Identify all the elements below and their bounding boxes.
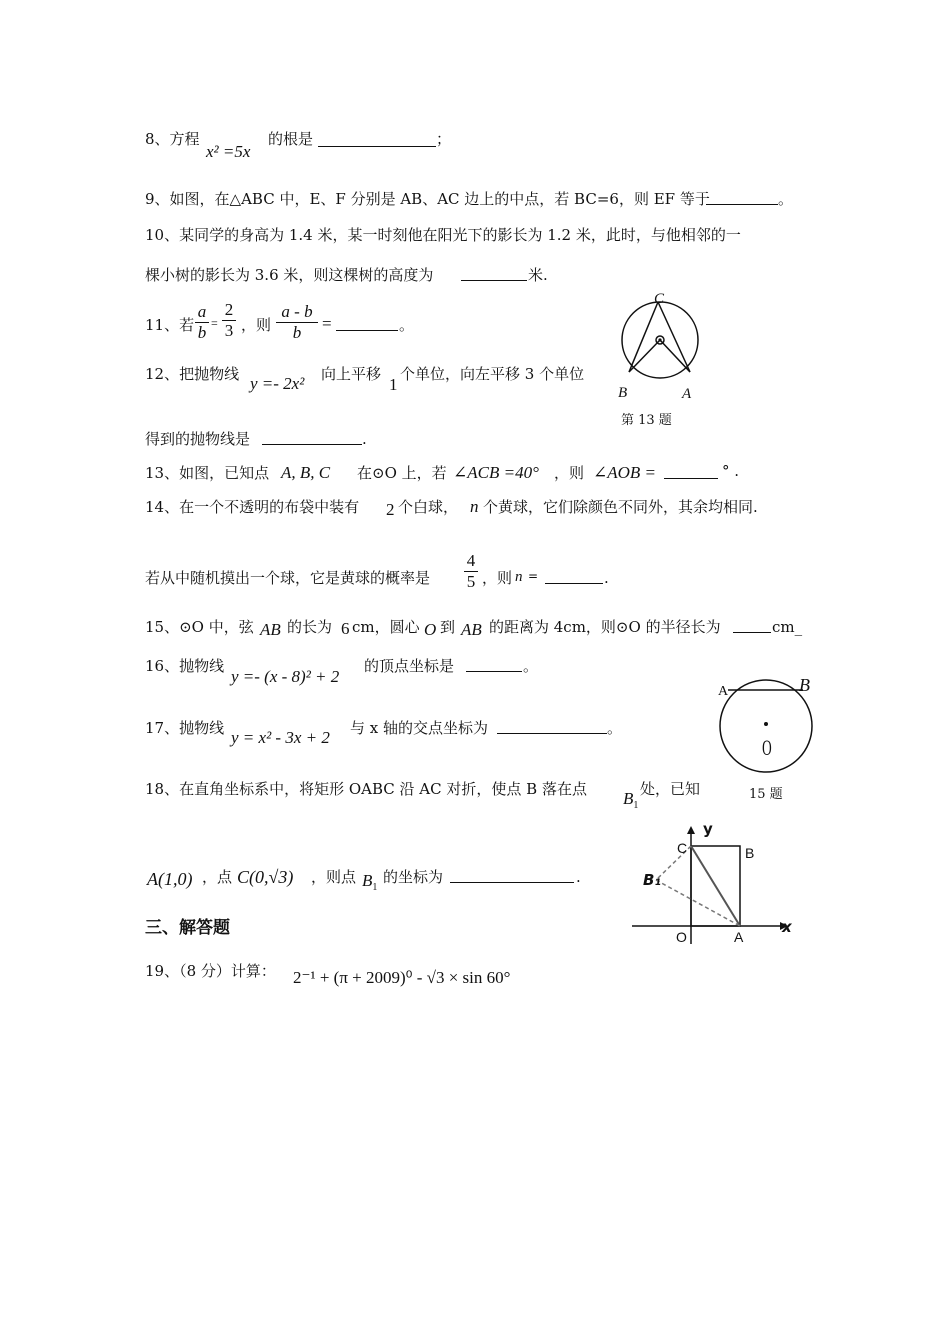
q11-label: 11、若 xyxy=(145,316,195,334)
q13-angle-acb: ∠ACB =40° xyxy=(453,463,539,482)
q14-line2b: ，则 xyxy=(482,569,513,587)
q8-label: 8、方程 xyxy=(145,130,200,148)
q15-end: cm_ xyxy=(772,618,803,636)
fig18-label-b1: B₁ xyxy=(643,871,662,889)
fig18-label-o: O xyxy=(676,929,687,945)
q9-end: 。 xyxy=(778,190,794,208)
q15-c: cm，圆心 xyxy=(352,618,420,636)
q12-mid: 向上平移 xyxy=(321,365,382,383)
q14-answer-blank[interactable] xyxy=(545,569,603,584)
q14-eq: = xyxy=(528,569,539,583)
q15-d: 到 xyxy=(440,618,456,636)
q14-fraction-4-5: $\frac{4}{5}$ xyxy=(464,551,478,592)
q18-mid2: ，则点 xyxy=(311,868,357,886)
q13-mid2: ，则 xyxy=(554,464,585,482)
q8-equation: x² =5x xyxy=(206,142,251,161)
q12-end: . xyxy=(362,430,367,448)
q19-expression: 2⁻¹ + (π + 2009)⁰ - √3 × sin 60° xyxy=(293,968,511,987)
q18-line1b: 处，已知 xyxy=(640,780,701,798)
q18-mid: ，点 xyxy=(202,868,233,886)
q13-angle-aob: ∠AOB = xyxy=(593,463,657,482)
q11-tail: 。 xyxy=(399,316,415,334)
q11-equals: = xyxy=(211,316,218,330)
q18-tail: 的坐标为 xyxy=(383,868,444,886)
q18-b1: $B_1$ xyxy=(623,789,639,811)
q8-end: ； xyxy=(436,130,452,148)
fig15-label-b: B xyxy=(799,675,810,695)
q14-line1a: 14、在一个不透明的布袋中装有 xyxy=(145,498,360,516)
fig13-label-c: C xyxy=(654,291,665,307)
q19-label: 19、（8 分）计算： xyxy=(145,962,276,980)
q16-end: 。 xyxy=(523,657,539,675)
q11-comma: ，则 xyxy=(241,316,272,334)
q12-one: 1 xyxy=(389,375,398,394)
q9-answer-blank[interactable] xyxy=(706,190,778,205)
q18-answer-blank[interactable] xyxy=(450,868,574,883)
fig13-label-b: B xyxy=(618,385,628,401)
q12-label: 12、把抛物线 xyxy=(145,365,240,383)
q14-n: n xyxy=(470,497,479,516)
q18-point-a: A(1,0) xyxy=(147,869,193,889)
q14-line1c: 个黄球，它们除颜色不同外，其余均相同. xyxy=(483,498,758,516)
q18-point-c: C(0,√3) xyxy=(237,867,294,887)
q11-fraction-a-b: $\frac{a}{b}$ xyxy=(195,302,209,343)
q9-text: 9、如图，在△ABC 中，E、F 分别是 AB、AC 边上的中点，若 BC=6，则 EF 等于 xyxy=(145,190,710,208)
q15-answer-blank[interactable] xyxy=(733,618,771,633)
q15-o: O xyxy=(424,620,437,639)
q8-tail: 的根是 xyxy=(268,130,314,148)
q13-label: 13、如图，已知点 xyxy=(145,464,270,482)
q10-end: 米. xyxy=(528,266,548,284)
fig18-label-y: y xyxy=(703,820,713,838)
q14-end: . xyxy=(604,569,609,587)
q17-equation: y = x² - 3x + 2 xyxy=(231,728,330,747)
q11-fraction-amb-b: $\frac{a - b}{b}$ xyxy=(276,302,318,343)
q12-line2: 得到的抛物线是 xyxy=(145,430,251,448)
q17-answer-blank[interactable] xyxy=(497,719,607,734)
q11-equals-2: = xyxy=(322,314,332,333)
q16-label: 16、抛物线 xyxy=(145,657,225,675)
q13-end: ° . xyxy=(722,462,740,480)
q17-end: 。 xyxy=(607,719,623,737)
q17-tail: 与 x 轴的交点坐标为 xyxy=(350,719,488,737)
fig15-label-o: O xyxy=(762,735,772,760)
fig13-caption: 第 13 题 xyxy=(621,413,672,428)
fig15-label-a: A xyxy=(718,684,729,699)
q10-answer-blank[interactable] xyxy=(461,266,527,281)
fig15-caption: 15 题 xyxy=(749,787,783,802)
q16-tail: 的顶点坐标是 xyxy=(364,657,455,675)
q10-line2: 棵小树的影长为 3.6 米，则这棵树的高度为 xyxy=(145,266,434,284)
fig18-label-b: B xyxy=(745,845,755,861)
q13-answer-blank[interactable] xyxy=(664,464,718,479)
q18-b1-second: $B_1$ xyxy=(362,871,378,893)
q12-equation: y =- 2x² xyxy=(250,374,305,393)
fig18-label-x: x xyxy=(782,918,792,936)
q14-two: 2 xyxy=(386,500,395,519)
q10-line1: 10、某同学的身高为 1.4 米，某一时刻他在阳光下的影长为 1.2 米，此时，与他相邻的一 xyxy=(145,226,741,244)
q12-tail: 个单位，向左平移 3 个单位 xyxy=(400,365,585,383)
q15-e: 的距离为 4cm，则⊙O 的半径长为 xyxy=(489,618,721,636)
q18-end: . xyxy=(576,868,581,886)
q14-line1b: 个白球， xyxy=(398,498,459,516)
q13-mid: 在⊙O 上，若 xyxy=(357,464,447,482)
q11-fraction-2-3: $\frac{2}{3}$ xyxy=(222,300,236,341)
fig18-label-a: A xyxy=(734,929,744,945)
q11-answer-blank[interactable] xyxy=(336,316,398,331)
q15-ab2: AB xyxy=(461,620,482,639)
q16-answer-blank[interactable] xyxy=(466,657,522,672)
q14-line2a: 若从中随机摸出一个球，它是黄球的概率是 xyxy=(145,569,431,587)
q16-equation: y =- (x - 8)² + 2 xyxy=(231,667,340,686)
q14-n2: n xyxy=(515,569,523,585)
q15-a: 15、⊙O 中，弦 xyxy=(145,618,254,636)
q13-points: A, B, C xyxy=(281,463,331,482)
q12-answer-blank[interactable] xyxy=(262,430,362,445)
q15-six: 6 xyxy=(341,619,350,638)
q15-ab: AB xyxy=(260,620,281,639)
fig18-label-c: C xyxy=(677,840,688,856)
fig13-label-a: A xyxy=(682,386,692,402)
q18-line1: 18、在直角坐标系中，将矩形 OABC 沿 AC 对折，使点 B 落在点 xyxy=(145,780,587,798)
q17-label: 17、抛物线 xyxy=(145,719,225,737)
q15-b: 的长为 xyxy=(287,618,333,636)
q8-answer-blank[interactable] xyxy=(318,132,436,147)
section-heading: 三、解答题 xyxy=(145,918,230,938)
